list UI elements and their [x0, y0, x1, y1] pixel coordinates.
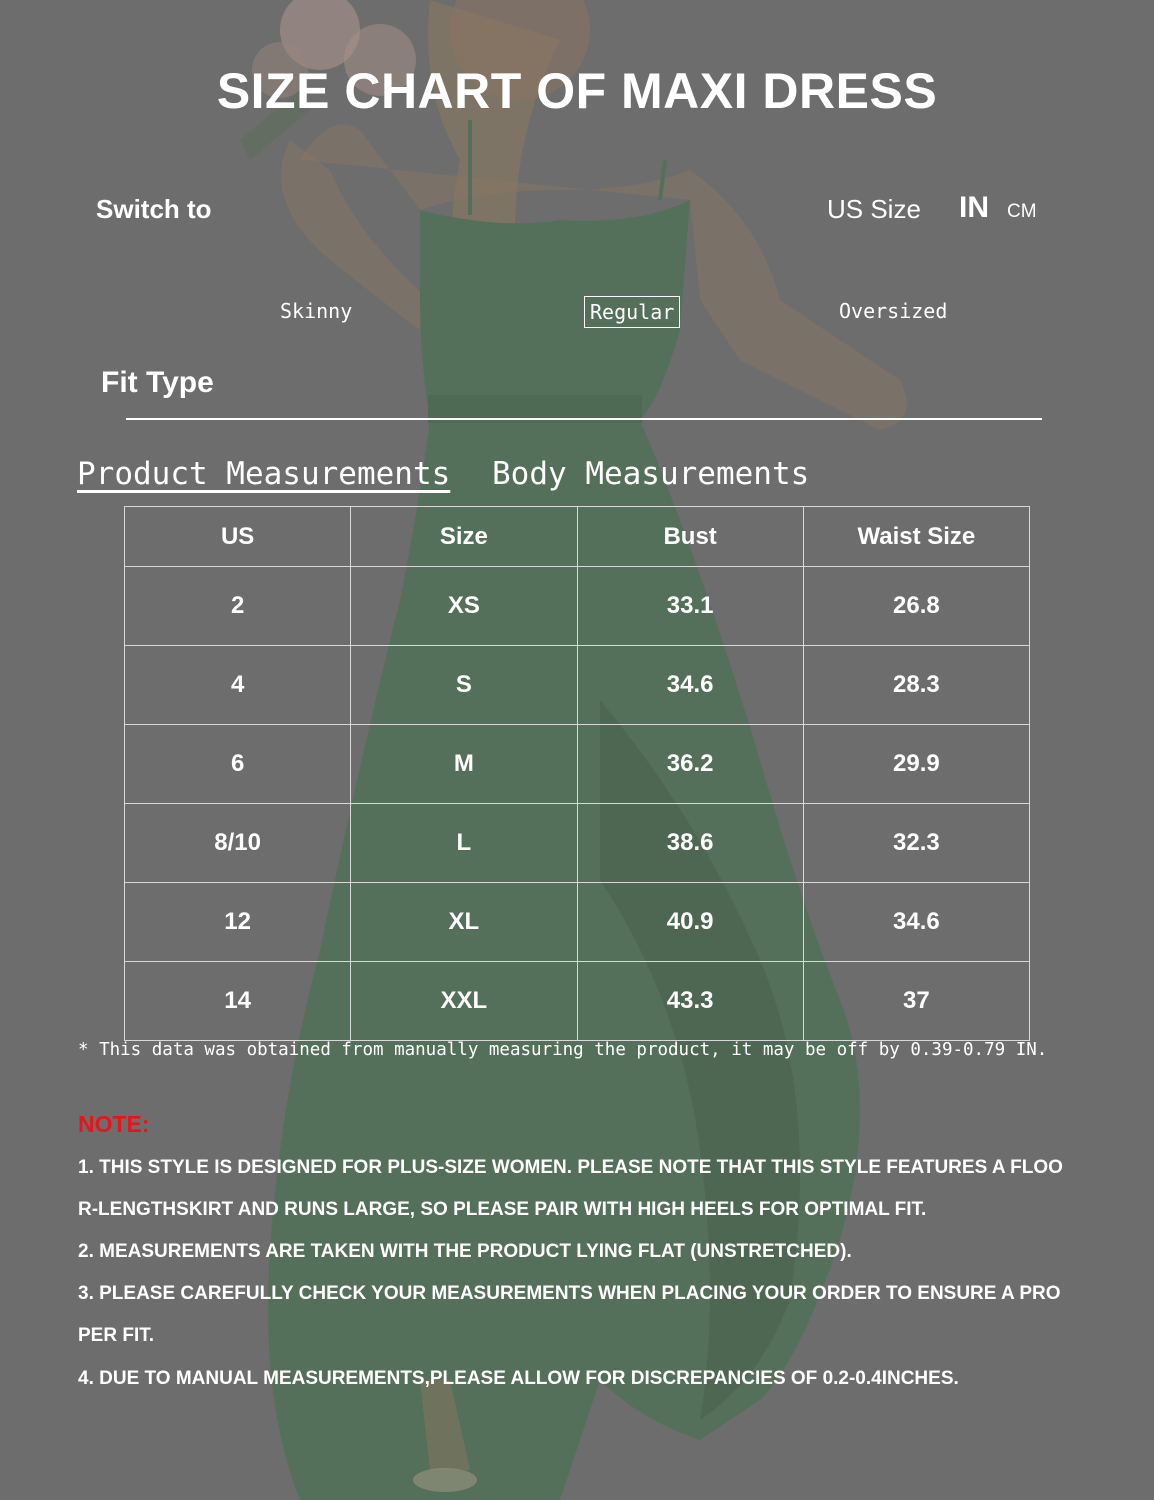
table-row [125, 646, 1030, 725]
unit-in-toggle[interactable]: IN [959, 191, 989, 224]
fit-option-skinny[interactable]: Skinny [280, 299, 353, 323]
table-cell: M [351, 725, 577, 804]
fit-option-regular[interactable]: Regular [584, 296, 680, 328]
note-line: 4. DUE TO MANUAL MEASUREMENTS,PLEASE ALLOW FOR DISCREPANCIES OF 0.2-0.4INCHES. [78, 1368, 959, 1389]
note-line: 2. MEASUREMENTS ARE TAKEN WITH THE PRODUCT LYING FLAT (UNSTRETCHED). [78, 1241, 852, 1262]
column-header: Size [351, 507, 577, 567]
table-cell: 32.3 [803, 804, 1029, 883]
table-cell: 12 [125, 883, 351, 962]
table-cell: 28.3 [803, 646, 1029, 725]
tab-product-measurements[interactable]: Product Measurements [77, 456, 451, 492]
table-cell: XS [351, 567, 577, 646]
table-cell: XL [351, 883, 577, 962]
tab-body-measurements[interactable]: Body Measurements [492, 456, 810, 492]
table-cell: 8/10 [125, 804, 351, 883]
table-cell: 26.8 [803, 567, 1029, 646]
table-cell: L [351, 804, 577, 883]
column-header: Waist Size [803, 507, 1029, 567]
table-row [125, 725, 1030, 804]
switch-to-label: Switch to [96, 194, 212, 224]
note-line: 3. PLEASE CAREFULLY CHECK YOUR MEASUREMENTS WHEN PLACING YOUR ORDER TO ENSURE A PRO [78, 1283, 1061, 1304]
note-title: NOTE: [78, 1111, 150, 1137]
fit-option-oversized[interactable]: Oversized [839, 299, 948, 323]
column-header: Bust [577, 507, 803, 567]
measurement-footnote: * This data was obtained from manually measuring the product, it may be off by 0.39-0.79 IN. [78, 1040, 1048, 1060]
table-cell: 38.6 [577, 804, 803, 883]
unit-cm-toggle[interactable]: CM [1007, 201, 1037, 222]
column-header: US [125, 507, 351, 567]
table-cell: 36.2 [577, 725, 803, 804]
table-cell: 43.3 [577, 962, 803, 1041]
table-header-row [125, 507, 1030, 567]
table-cell: 33.1 [577, 567, 803, 646]
fit-type-label: Fit Type [101, 366, 214, 399]
table-cell: 34.6 [577, 646, 803, 725]
table-cell: 6 [125, 725, 351, 804]
page-title: SIZE CHART OF MAXI DRESS [216, 63, 938, 119]
us-size-toggle[interactable]: US Size [827, 194, 921, 224]
table-row [125, 962, 1030, 1041]
note-line: PER FIT. [78, 1325, 155, 1346]
table-cell: 29.9 [803, 725, 1029, 804]
table-cell: 4 [125, 646, 351, 725]
table-row [125, 567, 1030, 646]
table-cell: 37 [803, 962, 1029, 1041]
table-cell: 2 [125, 567, 351, 646]
fit-divider [126, 418, 1042, 420]
table-cell: S [351, 646, 577, 725]
note-line: R-LENGTHSKIRT AND RUNS LARGE, SO PLEASE PAIR WITH HIGH HEELS FOR OPTIMAL FIT. [78, 1199, 927, 1220]
size-table [124, 506, 1030, 1041]
table-row [125, 804, 1030, 883]
table-cell: 34.6 [803, 883, 1029, 962]
table-cell: 14 [125, 962, 351, 1041]
table-row [125, 883, 1030, 962]
note-line: 1. THIS STYLE IS DESIGNED FOR PLUS-SIZE WOMEN. PLEASE NOTE THAT THIS STYLE FEATURES A FLOO [78, 1157, 1063, 1178]
table-cell: XXL [351, 962, 577, 1041]
table-cell: 40.9 [577, 883, 803, 962]
